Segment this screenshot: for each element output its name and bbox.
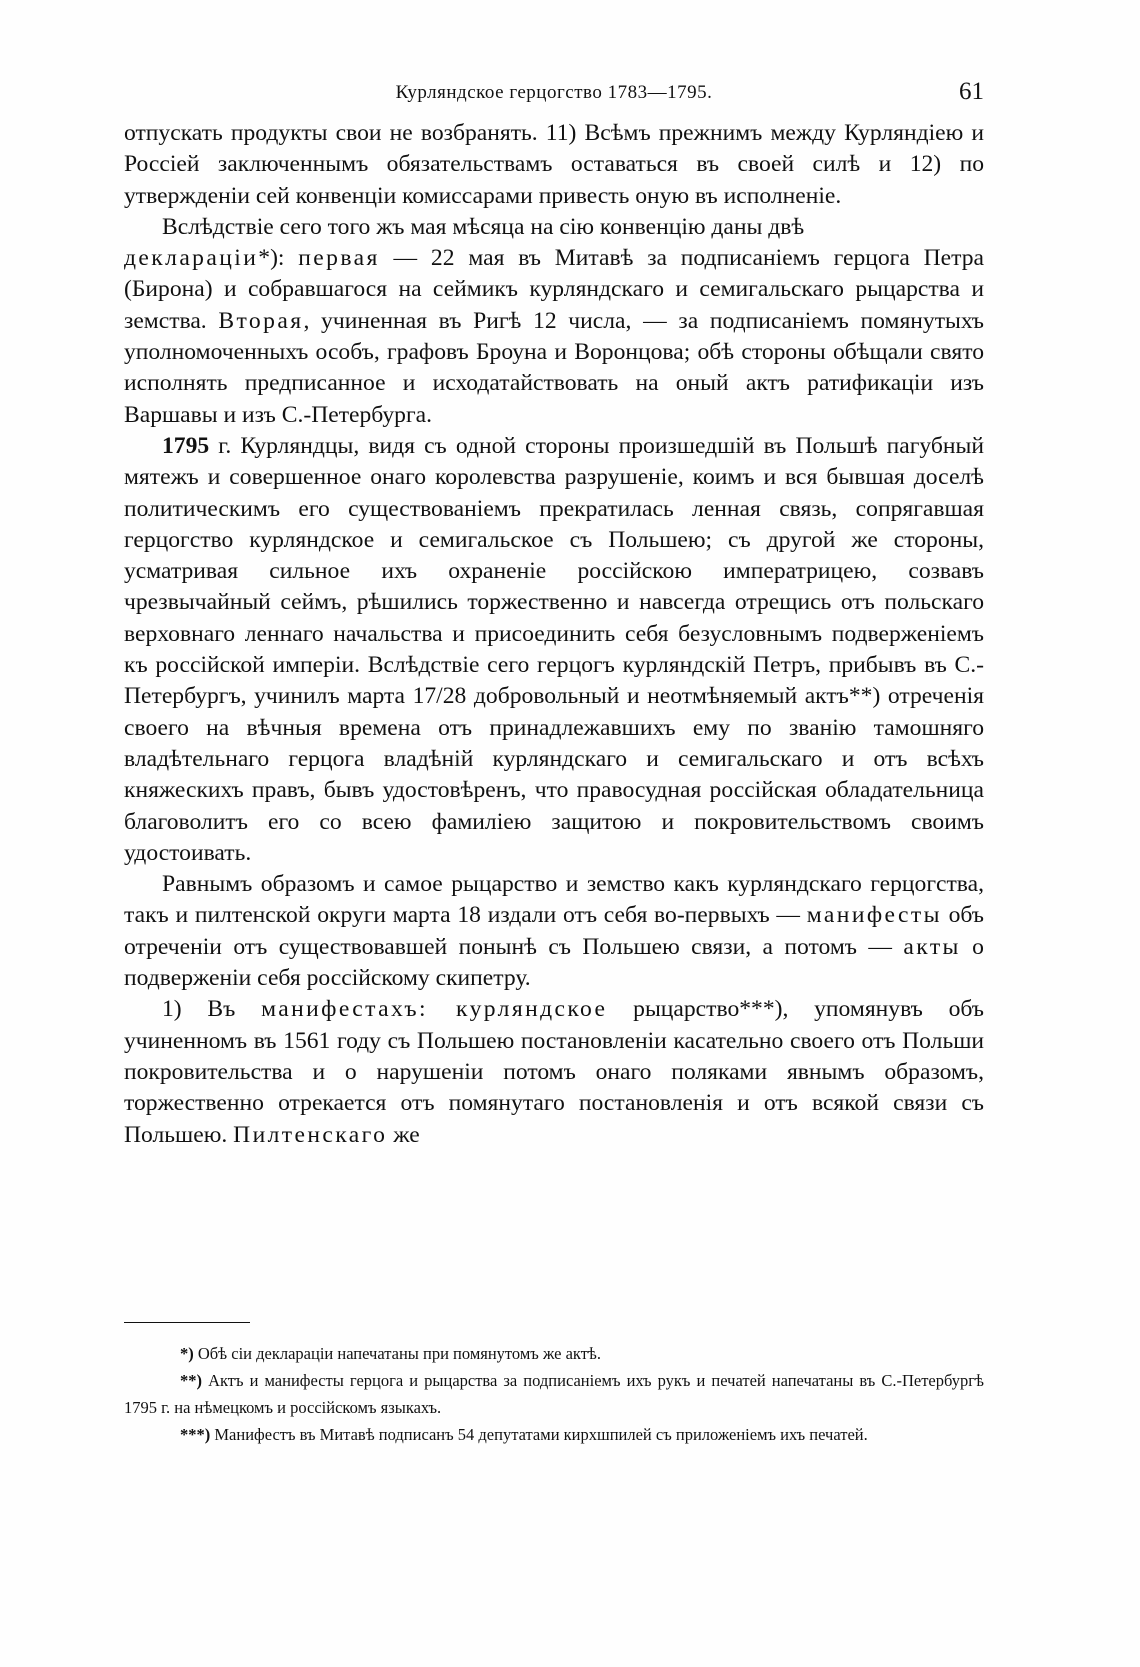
spaced-word-acts: акты: [903, 933, 961, 960]
spaced-word-manifestos-courland: манифестахъ: курляндское: [261, 996, 608, 1023]
footnotes: [124, 1340, 984, 1448]
spaced-word-manifestos: манифесты: [806, 902, 942, 929]
year-1795: 1795: [162, 432, 210, 459]
footnote-ref-1: *):: [258, 245, 299, 272]
running-title: Курляндское герцогство 1783—1795.: [395, 82, 713, 103]
paragraph-5-text-c: же: [387, 1121, 420, 1148]
spaced-word-second: Вторая: [218, 307, 304, 334]
page-number: 61: [959, 78, 984, 105]
paragraph-4-text-c: о подверженіи себя россійскому скипетру.: [124, 933, 984, 992]
paragraph-2: [124, 212, 984, 431]
footnote-divider: [124, 1322, 250, 1323]
spaced-word-declarations: деклараціи: [124, 245, 259, 272]
paragraph-5-text-b: рыцарство***), упомянувъ объ учиненномъ въ 1561 году съ Польшею постановленіи касательно своего отъ Польши покровительства и о нарушеніи потомъ онаго поляками явнымъ образомъ, торжественно отрекается отъ помянутаго постановленія и отъ всякой связи съ Польшею.: [124, 996, 985, 1148]
paragraph-2-text-a: Вслѣдствіе сего того жъ мая мѣсяца на сію конвенцію даны двѣ: [162, 213, 805, 240]
paragraph-4-text-a: Равнымъ образомъ и самое рыцарство и земство какъ курляндскаго герцогства, такъ и пилтенской округи марта 18 издали отъ себя во-первыхъ —: [124, 871, 984, 929]
paragraph-2-text-b: — 22 мая въ Митавѣ за подписаніемъ герцога Петра (Бирона) и собравшагося на сеймикъ курляндскаго и семигальскаго рыцарства и земства.: [124, 245, 985, 334]
paragraph-4-text-b: объ отреченіи отъ существовавшей понынѣ съ Польшею связи, а потомъ —: [124, 902, 985, 960]
main-text: [124, 118, 984, 1151]
footnote-3: [124, 1421, 984, 1448]
paragraph-3-text: г. Курляндцы, видя съ одной стороны произшедшій въ Польшѣ пагубный мятежъ и совершенное онаго королевства разрушеніе, коимъ и вся бывшая доселѣ политическимъ его существованіемъ прекратилась ленная связь, сопрягавшая герцогство курляндское и семигальское съ Польшею; съ другой же стороны, усматривая сильное ихъ охраненіе россійскою императрицею, созвавъ чрезвычайный сеймъ, рѣшились торжественно и навсегда отрещись отъ польскаго верховнаго леннаго начальства и присоединить себя безусловнымъ подверженіемъ къ россійской имперіи. Вслѣдствіе сего герцогъ курляндскій Петръ, прибывъ въ С.-Петербургъ, учинилъ марта 17/28 добровольный и неотмѣняемый актъ**) отреченія своего на вѣчныя времена отъ принадлежавшихъ ему по званію тамошняго владѣтельнаго герцога владѣній курляндскаго и семигальскаго и отъ всѣхъ княжескихъ правъ, бывъ удостовѣренъ, что правосудная россійская обладательница благоволитъ его со всею фамиліею защитою и покровительствомъ своимъ удостоивать.: [124, 432, 984, 866]
footnote-mark-3: ***): [180, 1425, 211, 1444]
paragraph-2-text-c: , учиненная въ Ригѣ 12 числа, — за подписаніемъ помянутыхъ уполномоченныхъ особъ, графовъ Броуна и Воронцова; обѣ стороны обѣщали свято исполнять предписанное и исходатайствовать на оный актъ ратификаціи изъ Варшавы и изъ С.-Петербурга.: [124, 307, 984, 428]
footnote-2: [124, 1367, 984, 1421]
paragraph-3: [124, 431, 984, 869]
paragraph-1: отпускать продукты свои не возбранять. 11) Всѣмъ прежнимъ между Курляндіею и Россіей заключеннымъ обязательствамъ оставаться въ своей силѣ и 12) по утвержденіи сей конвенціи комиссарами привесть оную въ исполненіе.: [124, 120, 984, 209]
paragraph-5-text-a: 1) Въ: [162, 996, 262, 1023]
footnote-mark-2: **): [180, 1371, 202, 1390]
footnote-text-3: Манифестъ въ Митавѣ подписанъ 54 депутатами кирхшпилей съ приложеніемъ ихъ печатей.: [210, 1425, 868, 1444]
footnote-1: [124, 1340, 984, 1367]
paragraph-5: [124, 994, 984, 1150]
footnote-text-1: Обѣ сіи деклараціи напечатаны при помянутомъ же актѣ.: [193, 1344, 602, 1363]
footnote-mark-1: *): [180, 1344, 194, 1363]
footnote-text-2: Актъ и манифесты герцога и рыцарства за подписаніемъ ихъ рукъ и печатей напечатаны въ С.-Петербургѣ 1795 г. на нѣмецкомъ и россійскомъ языкахъ.: [124, 1371, 984, 1417]
paragraph-4: [124, 869, 984, 994]
spaced-word-pilten: Пилтенскаго: [233, 1121, 388, 1148]
spaced-word-first: первая: [298, 245, 380, 272]
page-header: [124, 78, 984, 112]
